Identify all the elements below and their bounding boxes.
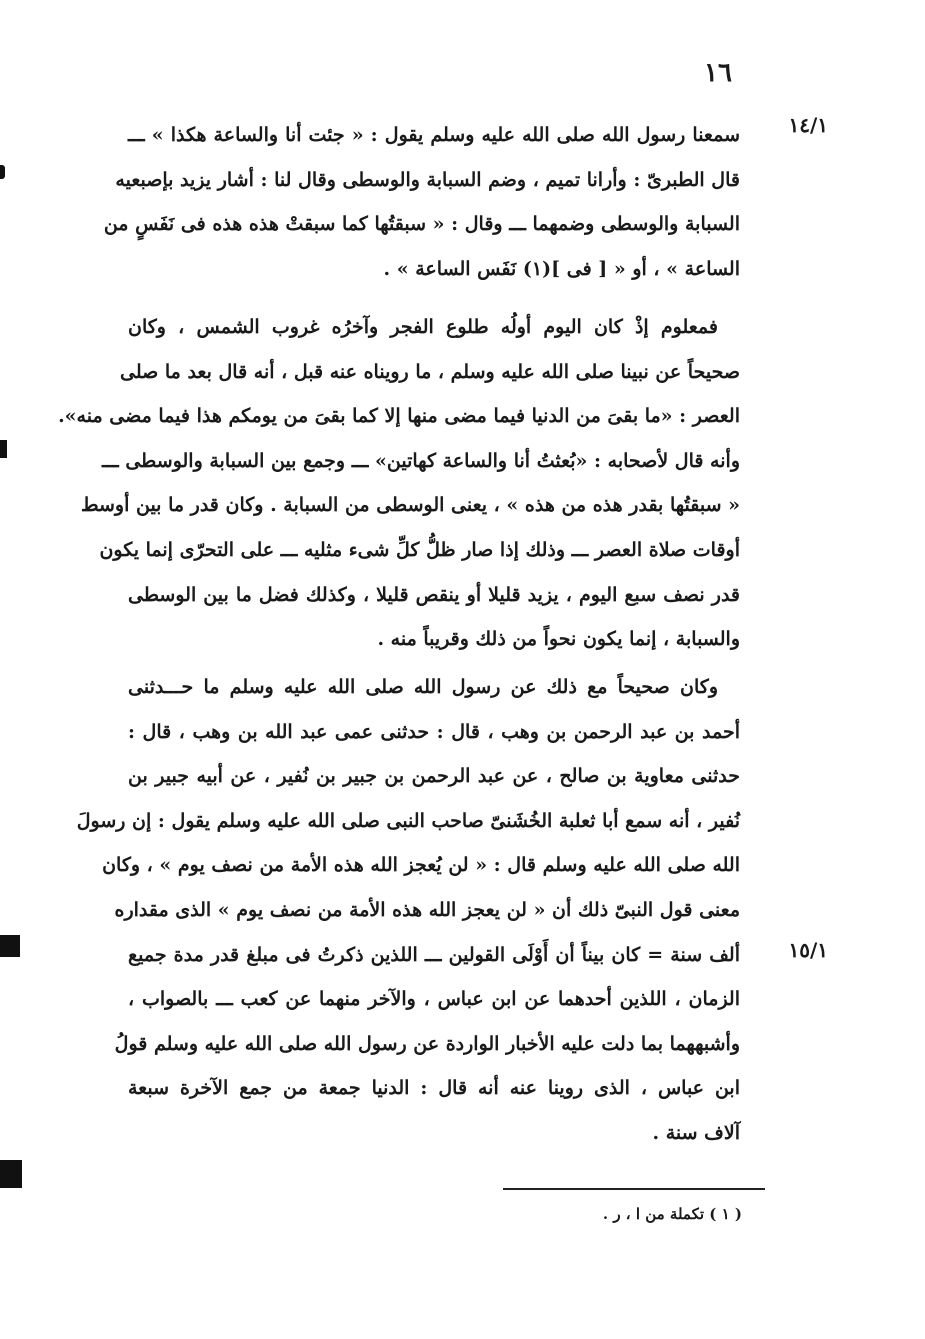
text-line: ألف سنة = كان بيناً أن أَوْلَى القولين ـــ اللذين ذكرتُ فى مبلغ قدر مدة جميع [128, 943, 740, 966]
scan-mark [0, 935, 20, 957]
text-line: الزمان ، اللذين أحدهما عن ابن عباس ، والآخر منهما عن كعب ـــ بالصواب ، [128, 988, 740, 1011]
text-line: وكان صحيحاً مع ذلك عن رسول الله صلى الله عليه وسلم ما حـــدثنى [128, 676, 718, 698]
text-line: سمعنا رسول الله صلى الله عليه وسلم يقول : « جئت أنا والساعة هكذا » ـــ [128, 124, 740, 146]
footnote: ( ١ ) تكملة من ا ، ر . [602, 1205, 742, 1223]
margin-reference-2: ١٥/١ [788, 938, 828, 962]
text-line: حدثنى معاوية بن صالح ، عن عبد الرحمن بن جبير بن نُفير ، عن أبيه جبير بن [128, 765, 740, 788]
text-line: السبابة والوسطى وضمهما ـــ وقال : « سبقتُها كما سبقتْ هذه هذه فى نَفَسٍ من [103, 213, 740, 236]
text-line: فمعلوم إذْ كان اليوم أولُه طلوع الفجر وآخرُه غروب الشمس ، وكان [128, 316, 718, 338]
scan-mark [0, 165, 5, 179]
text-line: وأنه قال لأصحابه : «بُعثتُ أنا والساعة كهاتين» ـــ وجمع بين السبابة والوسطى ـــ [102, 449, 740, 472]
text-line: الله صلى الله عليه وسلم قال : « لن يُعجز الله هذه الأمة من نصف يوم » ، وكان [102, 854, 740, 877]
scan-mark [0, 440, 7, 458]
text-line: آلاف سنة . [652, 1121, 740, 1144]
paragraph-3 [76, 665, 740, 1156]
text-line: « سبقتُها بقدر هذه من هذه » ، يعنى الوسطى من السبابة . وكان قدر ما بين أوسط [80, 494, 740, 517]
text-line: وأشبههما بما دلت عليه الأخبار الواردة عن رسول الله صلى الله عليه وسلم قولُ [114, 1032, 740, 1055]
scan-mark [0, 1160, 22, 1188]
text-line: العصر : «ما بقىَ من الدنيا فيما مضى منها إلا كما بقىَ من يومكم هذا فيما مضى منه». [58, 405, 740, 428]
page-number: ١٦ [704, 58, 732, 88]
text-line: أحمد بن عبد الرحمن بن وهب ، قال : حدثنى عمى عبد الله بن وهب ، قال : [128, 720, 740, 743]
paragraph-2 [58, 305, 740, 662]
text-line: معنى قول النبىّ ذلك أن « لن يعجز الله هذه الأمة من نصف يوم » الذى مقداره [114, 898, 740, 921]
text-line: ابن عباس ، الذى روينا عنه أنه قال : الدنيا جمعة من جمع الآخرة سبعة [128, 1077, 740, 1100]
margin-reference-1: ١٤/١ [788, 113, 828, 137]
text-line: أوقات صلاة العصر ـــ وذلك إذا صار ظلُّ كلِّ شىء مثليه ـــ على التحرّى إنما يكون [99, 538, 740, 561]
text-line: والسبابة ، إنما يكون نحواً من ذلك وقريباً منه . [377, 628, 740, 651]
text-line: قدر نصف سبع اليوم ، يزيد قليلا أو ينقص قليلا ، وكذلك فضل ما بين الوسطى [128, 583, 740, 606]
text-line: الساعة » ، أو « [ فى ](١) نَفَس الساعة » . [383, 257, 740, 280]
footnote-divider [503, 1188, 765, 1190]
text-line: قال الطبرىّ : وأرانا تميم ، وضم السبابة والوسطى وقال لنا : أشار يزيد بإصبعيه [115, 168, 740, 191]
paragraph-1 [103, 113, 740, 291]
text-line: نُفير ، أنه سمع أبا ثعلبة الخُشَنىّ صاحب النبى صلى الله عليه وسلم يقول : إن رسولَ [76, 809, 740, 832]
text-line: صحيحاً عن نبينا صلى الله عليه وسلم ، ما رويناه عنه قبل ، أنه قال بعد ما صلى [120, 360, 740, 383]
